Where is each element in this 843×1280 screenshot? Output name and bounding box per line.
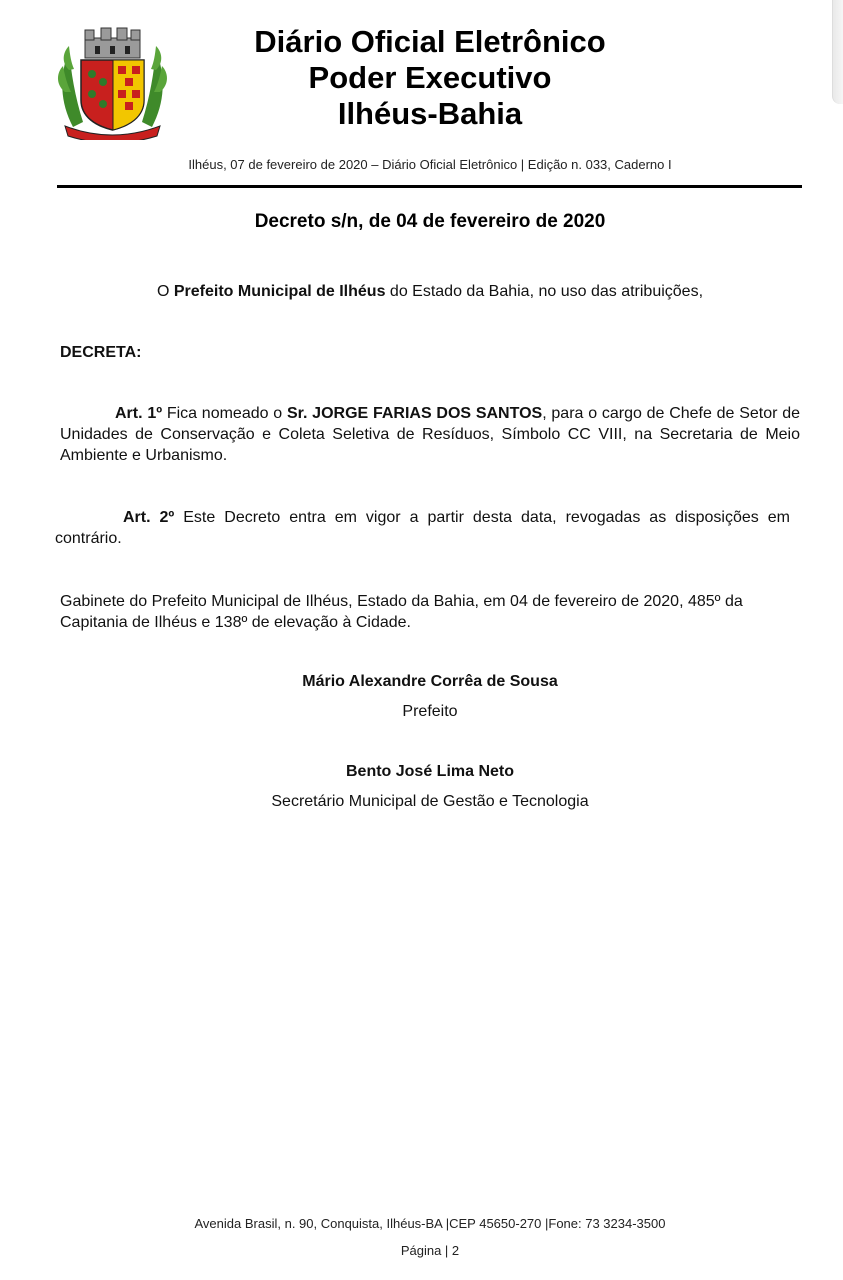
gazette-title-line-3: Ilhéus-Bahia [337,96,523,131]
article-2-label: Art. 2º [123,509,175,526]
article-2-text: Este Decreto entra em vigor a partir desta data, revogadas as disposições em contrário. [55,509,790,547]
article-1-text-a: Fica nomeado o [162,405,287,422]
intro-prefix: O [156,283,174,300]
article-1 [60,403,800,466]
gazette-title [190,24,670,132]
closing-paragraph: Gabinete do Prefeito Municipal de Ilhéus, Estado da Bahia, em 04 de fevereiro de 2020, 485º da Capitania de Ilhéus e 138º de elevação à Cidade. [60,593,743,631]
article-2 [55,507,790,549]
intro-paragraph [60,281,800,302]
intro-suffix: do Estado da Bahia, no uso das atribuições, [385,283,704,300]
article-1-label: Art. 1º [115,405,163,422]
edition-line: Ilhéus, 07 de fevereiro de 2020 – Diário Oficial Eletrônico | Edição n. 033, Caderno I [188,157,672,172]
signatory-role-mayor: Prefeito [402,703,458,720]
decree-title: Decreto s/n, de 04 de fevereiro de 2020 [254,211,606,232]
gazette-title-line-1: Diário Oficial Eletrônico [254,24,606,59]
signatory-name-mayor: Mário Alexandre Corrêa de Sousa [302,673,558,690]
footer-address: Avenida Brasil, n. 90, Conquista, Ilhéus-BA |CEP 45650-270 |Fone: 73 3234-3500 [194,1216,666,1231]
decreta-heading: DECRETA: [60,344,142,361]
coat-of-arms-icon [55,22,170,140]
page-number: Página | 2 [400,1243,460,1258]
article-1-text-b: , para o cargo de Chefe de Setor de Unidades de Conservação e Coleta Seletiva de Resíduos, Símbolo CC VIII, na Secretaria de Meio Ambiente e Urbanismo. [60,405,801,464]
scrollbar[interactable] [832,0,843,104]
appointee-name: Sr. JORGE FARIAS DOS SANTOS [286,405,543,422]
signatory-role-secretary: Secretário Municipal de Gestão e Tecnologia [271,793,589,810]
intro-authority: Prefeito Municipal de Ilhéus [173,283,386,300]
header-divider [57,185,802,188]
signatory-name-secretary: Bento José Lima Neto [345,763,515,780]
gazette-title-line-2: Poder Executivo [308,60,552,95]
